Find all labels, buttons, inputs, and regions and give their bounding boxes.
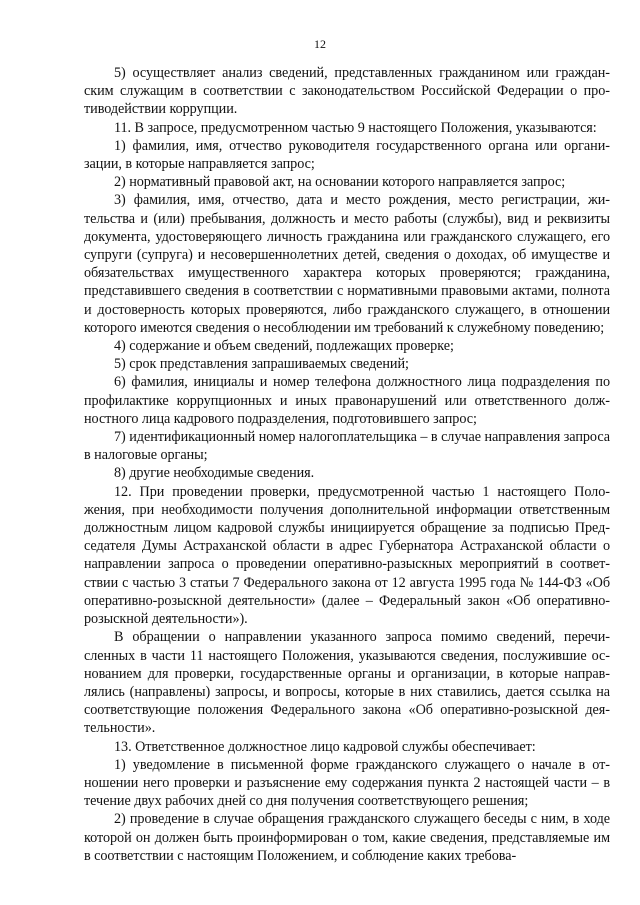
paragraph: 8) другие необходимые сведения. [114, 465, 315, 482]
paragraph: 12. При проведении проверки, предусмотренной частью 1 настоящего Положения, при необходимости получения дополнительной информации ответственным должностным лицом кадровой службы инициируется обращение за подписью Председателя Думы Астраханской области в адрес Губернатора Астраханской области о направлении запроса о проведении оперативно-разыскных мероприятий в соответствии с частью 3 статьи 7 Федерального закона от 12 августа 1995 года № 144-ФЗ «Об оперативно-розыскной деятельности» (далее – Федеральный закон «Об оперативно-розыскной деятельности»). [84, 483, 610, 628]
paragraph: 13. Ответственное должностное лицо кадровой службы обеспечивает: [114, 738, 536, 755]
page-number: 12 [314, 37, 326, 51]
document-body [84, 64, 610, 865]
paragraph: 6) фамилия, инициалы и номер телефона должностного лица подразделения по профилактике коррупционных и иных правонарушений или ответственного должностного лица кадрового подразделения, подготовившего запрос; [84, 374, 610, 427]
paragraph: 2) проведение в случае обращения гражданского служащего беседы с ним, в ходе которой он должен быть проинформирован о том, какие сведения, представляемые им в соответствии с настоящим Положением, и соблюдение каких требова- [84, 811, 610, 864]
paragraph: В обращении о направлении указанного запроса помимо сведений, перечисленных в части 11 настоящего Положения, указываются сведения, послужившие основанием для проверки, государственные органы и организации, в которые направлялись (направлены) запросы, и вопросы, которые в них ставились, дается ссылка на соответствующие положения Федерального закона «Об оперативно-розыскной деятельности». [84, 629, 610, 737]
paragraph: 3) фамилия, имя, отчество, дата и место рождения, место регистрации, жительства и (или) пребывания, должность и место работы (службы), вид и реквизиты документа, удостоверяющего личность гражданина или гражданского служащего, его супруги (супруга) и несовершеннолетних детей, сведения о доходах, об имуществе и обязательствах имущественного характера которых проверяются; гражданина, представившего сведения в соответствии с нормативными правовыми актами, полнота и достоверность которых проверяются, либо гражданского служащего, в отношении которого имеются сведения о несоблюдении им требований к служебному поведению; [84, 192, 610, 336]
paragraph: 5) осуществляет анализ сведений, представленных гражданином или гражданским служащим в соответствии с законодательством Российской Федерации о противодействии коррупции. [84, 65, 610, 118]
paragraph: 1) фамилия, имя, отчество руководителя государственного органа или организации, в которые направляется запрос; [84, 137, 610, 173]
paragraph: 5) срок представления запрашиваемых сведений; [114, 356, 409, 373]
paragraph: 11. В запросе, предусмотренном частью 9 настоящего Положения, указываются: [114, 119, 597, 136]
paragraph: 4) содержание и объем сведений, подлежащих проверке; [114, 338, 454, 355]
paragraph: 2) нормативный правовой акт, на основании которого направляется запрос; [114, 174, 566, 191]
paragraph: 7) идентификационный номер налогоплательщика – в случае направления запроса в налоговые органы; [84, 429, 610, 464]
paragraph: 1) уведомление в письменной форме гражданского служащего о начале в отношении него проверки и разъяснение ему содержания пункта 2 настоящей части – в течение двух рабочих дней со дня получения соответствующего решения; [84, 756, 610, 810]
